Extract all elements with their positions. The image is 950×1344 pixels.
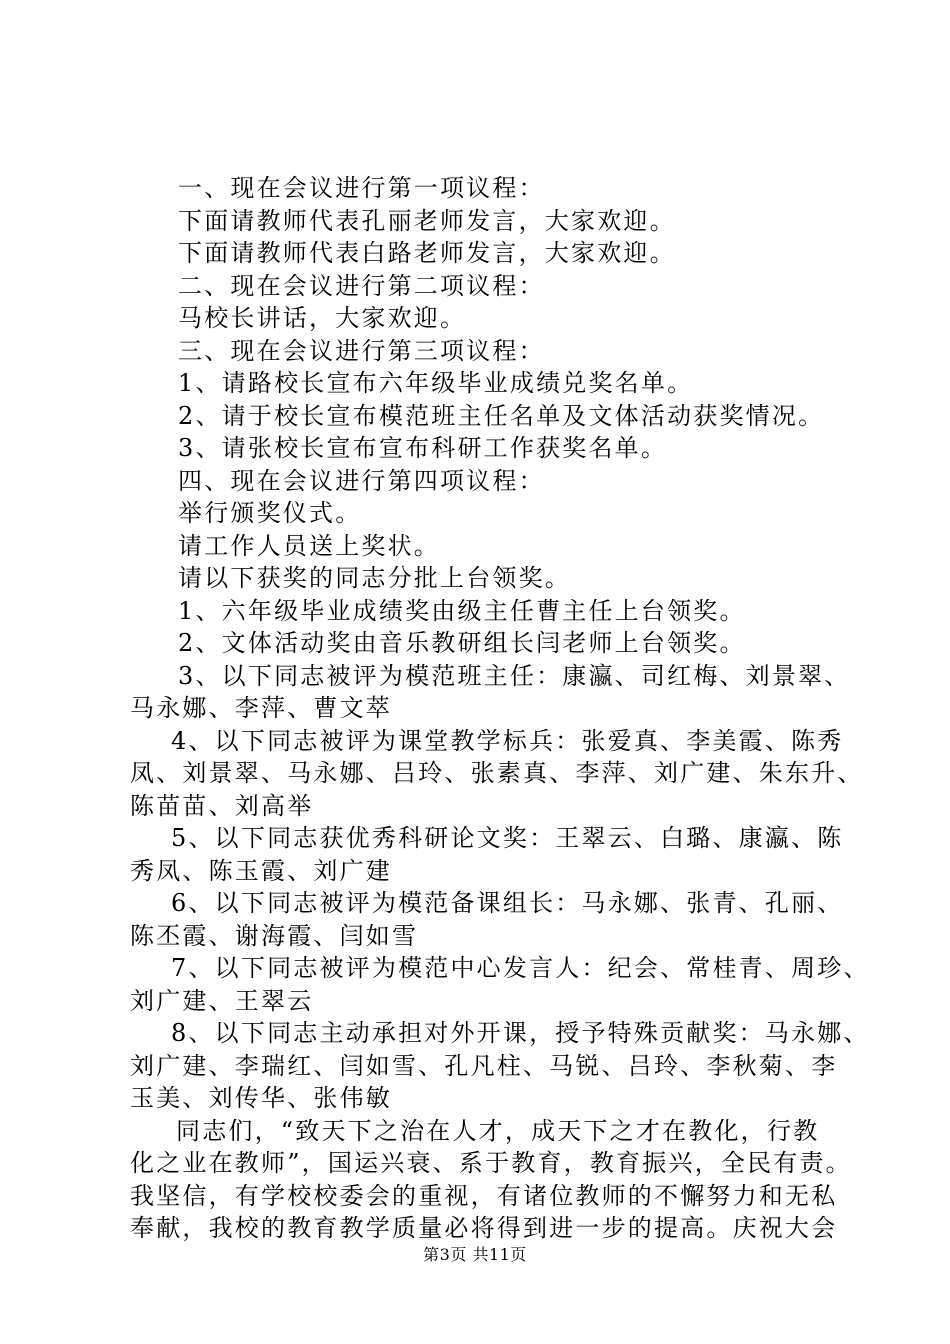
- text-line: 举行颁奖仪式。: [178, 499, 362, 527]
- text-line: 陈苗苗、刘高举: [130, 791, 314, 820]
- text-line: 请工作人员送上奖状。: [178, 531, 440, 560]
- text-line: 奉献，我校的教育教学质量必将得到进一步的提高。庆祝大会: [130, 1214, 838, 1242]
- text-line: 8、以下同志主动承担对外开课，授予特殊贡献奖：马永娜、: [171, 1019, 870, 1047]
- text-line: 下面请教师代表孔丽老师发言，大家欢迎。: [178, 206, 676, 235]
- text-line: 凤、刘景翠、马永娜、吕玲、张素真、李萍、刘广建、朱东升、: [130, 759, 864, 787]
- text-line: 三、现在会议进行第三项议程：: [178, 336, 545, 365]
- text-line: 请以下获奖的同志分批上台领奖。: [178, 564, 571, 592]
- text-line: 3、请张校长宣布宣布科研工作获奖名单。: [178, 434, 668, 462]
- text-line: 6、以下同志被评为模范备课组长：马永娜、张青、孔丽、: [171, 889, 844, 917]
- text-line: 7、以下同志被评为模范中心发言人：纪会、常桂青、周珍、: [171, 954, 870, 982]
- text-line: 秀凤、陈玉霞、刘广建: [130, 856, 392, 885]
- text-line: 3、以下同志被评为模范班主任：康瀛、司红梅、刘景翠、: [178, 661, 851, 690]
- text-line: 1、请路校长宣布六年级毕业成绩兑奖名单。: [178, 369, 694, 397]
- text-line: 2、文体活动奖由音乐教研组长闫老师上台领奖。: [178, 629, 746, 657]
- document-body: [130, 172, 870, 1245]
- text-line: 我坚信，有学校校委会的重视，有诸位教师的不懈努力和无私: [130, 1181, 838, 1210]
- text-line: 一、现在会议进行第一项议程：: [178, 174, 545, 202]
- text-line: 2、请于校长宣布模范班主任名单及文体活动获奖情况。: [178, 401, 825, 430]
- text-line: 化之业在教师”，国运兴衰、系于教育，教育振兴，全民有责。: [130, 1149, 852, 1177]
- text-line: 玉美、刘传华、张伟敏: [130, 1084, 392, 1112]
- text-line: 下面请教师代表白路老师发言，大家欢迎。: [178, 239, 676, 267]
- text-line: 四、现在会议进行第四项议程：: [178, 466, 545, 495]
- text-line: 马校长讲话，大家欢迎。: [178, 304, 467, 332]
- text-line: 同志们，“致天下之治在人才，成天下之才在教化，行教: [176, 1116, 820, 1145]
- text-line: 马永娜、李萍、曹文萃: [130, 694, 392, 722]
- text-line: 刘广建、李瑞红、闫如雪、孔凡柱、马锐、吕玲、李秋菊、李: [130, 1051, 838, 1080]
- text-line: 1、六年级毕业成绩奖由级主任曹主任上台领奖。: [178, 596, 746, 625]
- text-line: 刘广建、王翠云: [130, 986, 314, 1015]
- text-line: 陈丕霞、谢海霞、闫如雪: [130, 921, 419, 950]
- text-line: 5、以下同志获优秀科研论文奖：王翠云、白璐、康瀛、陈: [171, 824, 844, 852]
- text-line: 二、现在会议进行第二项议程：: [178, 271, 545, 300]
- page-footer: 第3页 共11页: [423, 1245, 527, 1264]
- text-line: 4、以下同志被评为课堂教学标兵：张爱真、李美霞、陈秀: [171, 726, 844, 755]
